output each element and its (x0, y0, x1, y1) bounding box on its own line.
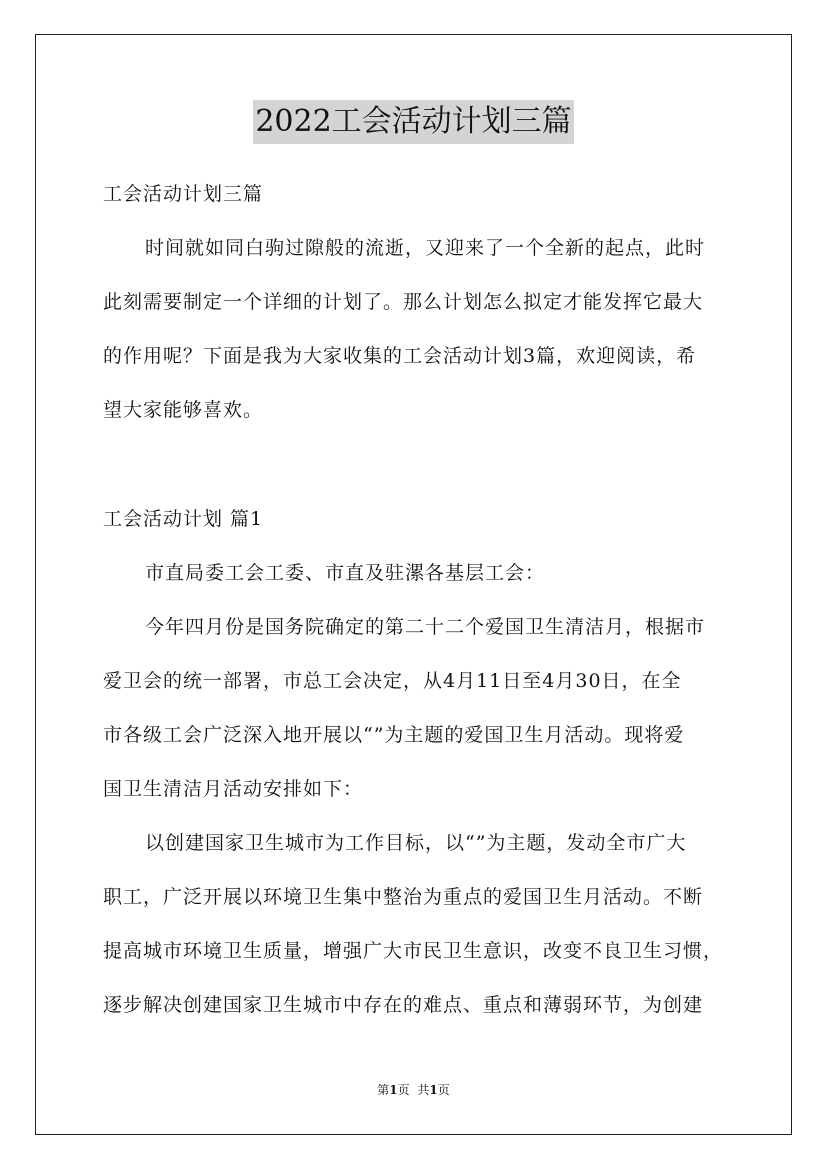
body-line-7: 职工，广泛开展以环境卫生集中整治为重点的爱国卫生月活动。不断 (103, 886, 704, 908)
intro-line-3: 的作用呢？下面是我为大家收集的工会活动计划3篇，欢迎阅读，希 (103, 345, 697, 367)
document-title: 2022工会活动计划三篇 (253, 100, 573, 144)
section-heading: 工会活动计划 篇1 (103, 508, 264, 530)
body-line-6: 以创建国家卫生城市为工作目标，以“”为主题，发动全市广大 (145, 832, 687, 854)
body-line-4: 市各级工会广泛深入地开展以“”为主题的爱国卫生月活动。现将爱 (103, 724, 685, 746)
intro-line-2: 此刻需要制定一个详细的计划了。那么计划怎么拟定才能发挥它最大 (103, 291, 704, 313)
body-line-9: 逐步解决创建国家卫生城市中存在的难点、重点和薄弱环节，为创建 (103, 994, 704, 1016)
footer-page-number: 1 (389, 1083, 398, 1097)
intro-line-4: 望大家能够喜欢。 (103, 399, 264, 421)
page-footer (0, 1082, 827, 1098)
body-line-5: 国卫生清洁月活动安排如下： (103, 778, 364, 800)
body-line-2: 今年四月份是国务院确定的第二十二个爱国卫生清洁月，根据市 (145, 616, 706, 638)
body-line-8: 提高城市环境卫生质量，增强广大市民卫生意识，改变不良卫生习惯， (103, 940, 724, 962)
footer-total-number: 1 (429, 1083, 438, 1097)
footer-total-label: 共 (417, 1083, 430, 1097)
body-line-1: 市直局委工会工委、市直及驻漯各基层工会： (145, 562, 546, 584)
body-line-3: 爱卫会的统一部署，市总工会决定，从4月11日至4月30日，在全 (103, 670, 682, 692)
footer-page-label: 第 (377, 1083, 390, 1097)
title-container (0, 100, 827, 144)
footer-total-suffix: 页 (437, 1083, 450, 1097)
intro-line-1: 时间就如同白驹过隙般的流逝，又迎来了一个全新的起点，此时 (145, 237, 706, 259)
document-subtitle: 工会活动计划三篇 (103, 183, 264, 205)
footer-page-suffix: 页 (397, 1083, 410, 1097)
